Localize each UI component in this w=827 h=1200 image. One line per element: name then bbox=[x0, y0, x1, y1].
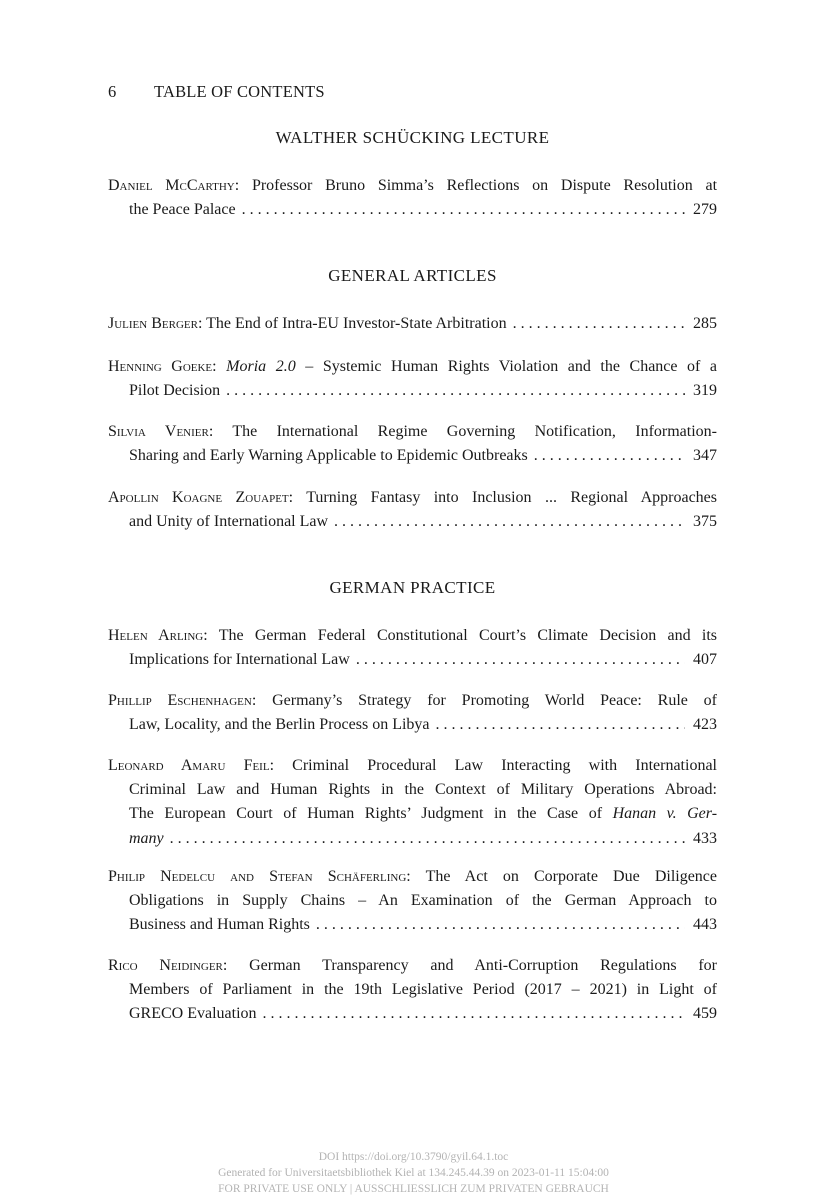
running-head-title: TABLE OF CONTENTS bbox=[154, 82, 325, 101]
entry-page: 407 bbox=[693, 651, 717, 669]
section-title-german: GERMAN PRACTICE bbox=[329, 578, 496, 597]
entry-title: The International Regime Governing Notification, Information- bbox=[232, 423, 717, 440]
entry-title-italic: Moria 2.0 bbox=[226, 358, 296, 375]
toc-entry[interactable]: Rico Neidinger: German Transparency and Anti-Corruption Regulations for Members of Parliament in the 19th Legislative Period (2017 – 2021) in Light of GRECO Evaluation . . . 459 bbox=[108, 954, 717, 1027]
footer-generated: Generated for Universitaetsbibliothek Kiel at 134.245.44.39 on 2023-01-11 15:04:00 bbox=[218, 1167, 609, 1179]
entry-author: Henning Goeke bbox=[108, 358, 213, 375]
entry-title: Turning Fantasy into Inclusion ... Regional Approaches bbox=[306, 489, 718, 506]
toc-entry[interactable]: Silvia Venier: The International Regime Governing Notification, Information- Sharing and Early Warning Applicable to Epidemic Outbreaks . . . 347 bbox=[108, 420, 717, 468]
entry-author: Phillip Eschenhagen bbox=[108, 692, 252, 709]
dot-leader bbox=[226, 379, 685, 403]
toc-entry[interactable]: Daniel McCarthy: Professor Bruno Simma’s Reflections on Dispute Resolution at the Peace Palace . . . 279 bbox=[108, 174, 717, 222]
entry-title-end: Law, Locality, and the Berlin Process on Libya bbox=[129, 716, 430, 734]
entry-title-end: and Unity of International Law bbox=[129, 513, 329, 531]
entry-title: Germany’s Strategy for Promoting World Peace: Rule of bbox=[272, 692, 718, 709]
entry-author: Leonard Amaru Feil bbox=[108, 757, 270, 774]
entry-title-end: many bbox=[129, 829, 164, 847]
dot-leader bbox=[356, 648, 685, 672]
entry-author: Rico Neidinger bbox=[108, 957, 223, 974]
entry-title-end: GRECO Evaluation bbox=[129, 1005, 257, 1023]
entry-page: 375 bbox=[693, 513, 717, 531]
dot-leader bbox=[513, 312, 685, 336]
section-title-lecture: WALTHER SCHÜCKING LECTURE bbox=[275, 128, 550, 147]
entry-page: 319 bbox=[693, 382, 717, 400]
entry-author: Silvia Venier bbox=[108, 423, 209, 440]
entry-title: – Systemic Human Rights Violation and the Chance of a bbox=[305, 358, 718, 375]
toc-entry[interactable]: Philip Nedelcu and Stefan Schäferling: The Act on Corporate Due Diligence Obligations in Supply Chains – An Examination of the German Approach to Business and Human Rights . . . 443 bbox=[108, 865, 717, 938]
entry-page: 347 bbox=[693, 447, 717, 465]
entry-title-italic: Hanan v. Ger- bbox=[612, 805, 718, 823]
entry-author: Daniel McCarthy bbox=[108, 177, 235, 194]
dot-leader bbox=[534, 444, 685, 468]
entry-page: 433 bbox=[693, 829, 717, 847]
entry-title-end: Sharing and Early Warning Applicable to Epidemic Outbreaks bbox=[129, 447, 528, 465]
toc-entry[interactable]: Leonard Amaru Feil: Criminal Procedural Law Interacting with International Criminal Law and Human Rights in the Context of Military Operations Abroad: The European Court of Human Rights’ Judgment in the Case of Hanan v. Ger- many . . . 433 bbox=[108, 754, 717, 851]
footer-notice: FOR PRIVATE USE ONLY | AUSSCHLIESSLICH ZUM PRIVATEN GEBRAUCH bbox=[218, 1183, 609, 1195]
dot-leader bbox=[242, 198, 685, 222]
dot-leader bbox=[316, 913, 685, 937]
dot-leader bbox=[263, 1002, 685, 1026]
toc-entry[interactable]: Julien Berger: The End of Intra-EU Investor-State Arbitration . . . 285 bbox=[108, 312, 717, 336]
entry-author: Philip Nedelcu and Stefan Schäferling bbox=[108, 868, 407, 885]
footer bbox=[0, 1149, 827, 1197]
entry-author: Helen Arling bbox=[108, 627, 204, 644]
toc-entry[interactable]: Helen Arling: The German Federal Constitutional Court’s Climate Decision and its Implications for International Law . . . 407 bbox=[108, 624, 717, 672]
toc-entry[interactable]: Henning Goeke: Moria 2.0 – Systemic Human Rights Violation and the Chance of a Pilot Decision . . . 319 bbox=[108, 355, 717, 403]
running-head bbox=[108, 82, 325, 102]
entry-page: 285 bbox=[693, 315, 717, 332]
entry-page: 423 bbox=[693, 716, 717, 734]
entry-title: The German Federal Constitutional Court’s Climate Decision and its bbox=[218, 627, 718, 644]
entry-title: German Transparency and Anti-Corruption Regulations for bbox=[249, 957, 717, 974]
entry-author: Julien Berger bbox=[108, 315, 198, 332]
footer-doi: DOI https://doi.org/10.3790/gyil.64.1.toc bbox=[318, 1151, 509, 1163]
entry-page: 279 bbox=[693, 201, 717, 219]
dot-leader bbox=[334, 510, 685, 534]
entry-title-line: Members of Parliament in the 19th Legislative Period (2017 – 2021) in Light of bbox=[129, 981, 717, 999]
entry-title: The End of Intra-EU Investor-State Arbitration bbox=[206, 315, 507, 332]
dot-leader bbox=[436, 713, 685, 737]
entry-title-end: Implications for International Law bbox=[129, 651, 350, 669]
entry-title: Criminal Procedural Law Interacting with International bbox=[292, 757, 717, 774]
dot-leader bbox=[170, 827, 685, 851]
entry-title: The Act on Corporate Due Diligence bbox=[425, 868, 718, 885]
entry-title-line: Criminal Law and Human Rights in the Context of Military Operations Abroad: bbox=[129, 781, 717, 799]
entry-title: Professor Bruno Simma’s Reflections on Dispute Resolution at bbox=[251, 177, 718, 194]
section-title-general: GENERAL ARTICLES bbox=[328, 266, 497, 285]
entry-title-end: Pilot Decision bbox=[129, 382, 221, 400]
toc-entry[interactable]: Apollin Koagne Zouapet: Turning Fantasy into Inclusion ... Regional Approaches and Unity of International Law . . . 375 bbox=[108, 486, 717, 534]
entry-title-line: The European Court of Human Rights’ Judgment in the Case of bbox=[129, 805, 603, 823]
entry-author: Apollin Koagne Zouapet bbox=[108, 489, 289, 506]
entry-page: 459 bbox=[693, 1005, 717, 1023]
entry-title-end: Business and Human Rights bbox=[129, 916, 310, 934]
entry-page: 443 bbox=[693, 916, 717, 934]
toc-entry[interactable]: Phillip Eschenhagen: Germany’s Strategy for Promoting World Peace: Rule of Law, Locality, and the Berlin Process on Libya . . . 423 bbox=[108, 689, 717, 737]
entry-title-line: Obligations in Supply Chains – An Examination of the German Approach to bbox=[129, 892, 717, 910]
entry-title-end: the Peace Palace bbox=[129, 201, 236, 219]
page-number: 6 bbox=[108, 82, 117, 101]
